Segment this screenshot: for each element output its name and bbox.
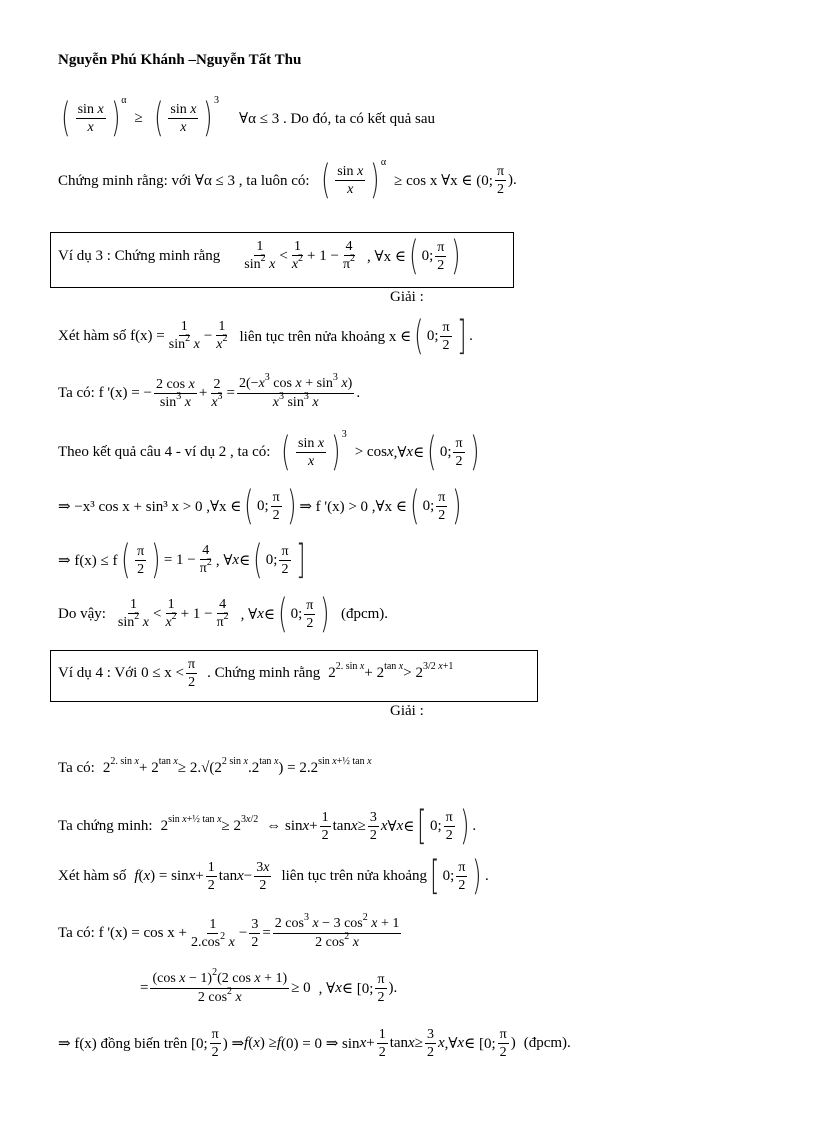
intro-inequality: ( $\frac{\text{sin x}}{x}$ ) α ≥ ( $\frac{\text{sin x}}{x}$ ) 3 ∀α ≤ 3 . Do đó, ta có kết quả sau — [61, 94, 435, 141]
ex4-consider-text: Xét hàm số — [58, 867, 127, 884]
example4-final: ⇒ f(x) đồng biến trên [0; $\frac{\pi}{2}$ ) ⇒ f ( x ) ≥ f (0) = 0 ⇒ sin x + $\frac{1}{2}$ tan x ≥ $\frac{3}{2}$ x ,∀ x ∈ [0; $\frac{\pi}{2}$ ) (đpcm). — [58, 1027, 571, 1060]
example4-qed: (đpcm). — [523, 1035, 571, 1051]
ex4-derivative-text: Ta có: f '(x) = cos x + — [58, 925, 187, 941]
example4-factored: = $\frac{(\cos x - 1)^2(2 \cos x + 1)}{2 \cos^2 x}$ ≥ 0 , ∀ x ∈ [0; $\frac{\pi}{2}$ ). — [140, 967, 398, 1005]
intro-line2-suffix: ≥ cos x ∀x ∈ (0; — [394, 172, 493, 189]
intro-line1-text: ∀α ≤ 3 . Do đó, ta có kết quả sau — [239, 110, 435, 127]
example3-statement: Ví dụ 3 : Chứng minh rằng $\frac{1}{\sin^2 x}$ < $\frac{1}{x^2}$ + 1 − $\frac{4}{\pi^2}$ , ∀x ∈ ( 0; $\frac{\pi}{2}$ ) — [58, 233, 461, 279]
example3-solution-label: Giải : — [390, 289, 424, 305]
example4-derivative: Ta có: f '(x) = cos x + $\frac{1}{2.\cos^2 x}$ − $\frac{3}{2}$ = $\frac{2 \cos^3 x - 3 \cos^2 x + 1}{2 \cos^2 x}$ — [58, 912, 400, 950]
example3-prev-result: Theo kết quả câu 4 - ví dụ 2 , ta có: ( $\frac{\text{sin x}}{x}$ ) 3 > cos x ,∀ x ∈ ( 0; $\frac{\pi}{2}$ ) — [58, 428, 480, 475]
ex4-continuous-text: liên tục trên nửa khoảng — [281, 867, 428, 884]
example3-domain: , ∀x ∈ — [367, 248, 406, 265]
example3-therefore: Do vậy: $\frac{1}{\sin^2 x}$ < $\frac{1}{x^2}$ + 1 − $\frac{4}{\pi^2}$ , ∀ x ∈ ( 0; $\frac{\pi}{2}$ ) (đpcm). — [58, 591, 389, 637]
example4-prove: . Chứng minh rằng — [207, 665, 321, 681]
prev-result-text: Theo kết quả câu 4 - ví dụ 2 , ta có: — [58, 443, 271, 460]
therefore-text: Do vậy: — [58, 605, 106, 622]
example3-derivative: Ta có: f '(x) = − $\frac{\text{2 cos x}}{\sin^3 x}$ + $\frac{2}{x^3}$ = $\frac{2(-x^3 \cos x + \sin^3 x)}{x^3 \sin^3 x}$ . — [58, 372, 361, 410]
example4-prove-line: Ta chứng minh: 2 sin x+½ tan x ≥ 2 3x/2 ⇔ sin x + $\frac{1}{2}$ tan x ≥ $\frac{3}{2}$ x ∀ x ∈ [ 0; $\frac{\pi}{2}$ ) . — [58, 803, 477, 849]
example4-statement: Ví dụ 4 : Với 0 ≤ x < $\frac{\pi}{2}$ . Chứng minh rằng 2 2. sin x + 2 tan x > 2 3/2 x+1 — [58, 657, 454, 690]
example4-title: Ví dụ 4 : Với 0 ≤ x < — [58, 665, 185, 681]
prove-line-text: Ta chứng minh: — [58, 817, 153, 834]
continuous-text: liên tục trên nửa khoảng x ∈ — [239, 328, 412, 345]
example4-amgm: Ta có: 2 2. sin x + 2 tan x ≥ 2.√(2 2 sin x .2 tan x ) = 2.2 sin x+½ tan x — [58, 756, 372, 776]
intro-claim: Chứng minh rằng: với ∀α ≤ 3 , ta luôn có: ( $\frac{\text{sin x}}{x}$ ) α ≥ cos x ∀x ∈ (0; $\frac{\pi}{2}$ ). — [58, 156, 517, 203]
example3-qed: (đpcm). — [340, 605, 389, 622]
implies2-text: ⇒ f(x) ≤ f — [58, 552, 118, 569]
intro-line2-prefix: Chứng minh rằng: với ∀α ≤ 3 , ta luôn có: — [58, 172, 310, 189]
implies1-text: ⇒ −x³ cos x + sin³ x > 0 ,∀x ∈ — [58, 498, 242, 515]
consider-text: Xét hàm số f(x) = — [58, 327, 165, 344]
derivative-prefix: Ta có: f '(x) = − — [58, 385, 152, 401]
example3-implies2: ⇒ f(x) ≤ f ( $\frac{\pi}{2}$ ) = 1 − $\frac{4}{\pi^2}$ , ∀ x ∈ ( 0; $\frac{\pi}{2}$ ] — [58, 537, 306, 583]
example3-consider: Xét hàm số f(x) = $\frac{1}{\sin^2 x}$ − $\frac{1}{x^2}$ liên tục trên nửa khoảng x ∈ ( 0; $\frac{\pi}{2}$ ] . — [58, 313, 473, 359]
example3-title: Ví dụ 3 : Chứng minh rằng — [58, 247, 221, 264]
implies1b-text: ⇒ f '(x) > 0 ,∀x ∈ — [299, 498, 407, 515]
example4-consider: Xét hàm số f ( x ) = sin x + $\frac{1}{2}$ tan x − $\frac{3x}{2}$ liên tục trên nửa khoảng [ 0; $\frac{\pi}{2}$ ) . — [58, 853, 489, 899]
taco-text: Ta có: — [58, 760, 95, 776]
example4-solution-label: Giải : — [390, 703, 424, 719]
ex4-final-text: ⇒ f(x) đồng biến trên [0; — [58, 1036, 208, 1052]
implies2b-text: = 1 − — [163, 551, 196, 568]
author-header: Nguyễn Phú Khánh –Nguyễn Tất Thu — [58, 52, 302, 68]
example3-implies1: ⇒ −x³ cos x + sin³ x > 0 ,∀x ∈ ( 0; $\frac{\pi}{2}$ ) ⇒ f '(x) > 0 ,∀x ∈ ( 0; $\frac{\pi}{2}$ ) — [58, 483, 462, 529]
